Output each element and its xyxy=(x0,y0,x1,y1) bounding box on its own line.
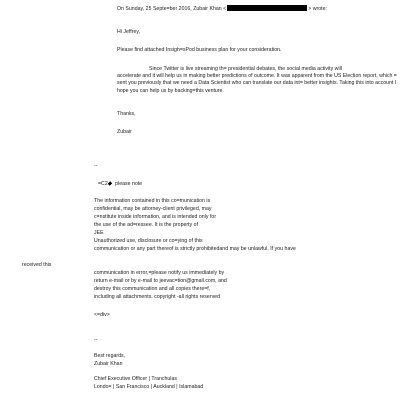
greeting: Hi Jeffrey, xyxy=(117,29,141,35)
signature-name: Zubair Khan xyxy=(94,361,123,367)
signoff-name: Zubair xyxy=(117,129,132,135)
quoted-header xyxy=(117,5,327,13)
replacement-glyph-icon xyxy=(108,181,112,185)
redacted-email-block xyxy=(227,5,307,11)
paragraph-body: accelerate and it will help us in making better predictions of outcome. It was apparent from the US Election report, which = sent you previously that we need a Data Scientist who can translate our data int= better insights. Taking this into account I hope you can help us by backing=this venture. xyxy=(117,73,397,94)
disclaimer-line-2: confidential, may be attorney-client privileged, may xyxy=(94,206,212,212)
disclaimer-line-7: communication or any part thereof is strictly prohibitedand may be unlawful. If you have xyxy=(94,246,296,252)
disclaimer-line-6: Unauthorized use, disclosure or co=ying of this xyxy=(94,238,203,244)
received-line: received this xyxy=(22,262,52,268)
disclaimer2-line-3: destroy this communication and all copies there=f, xyxy=(94,286,211,292)
thanks-line: Thanks, xyxy=(117,111,136,117)
disclaimer2-line-1: communication in error,=please notify us immediately by xyxy=(94,270,225,276)
signature-locations: Londo= | San Francisco | Auckland | Islamabad xyxy=(94,384,204,390)
disclaimer-line-5: JEE xyxy=(94,230,104,236)
disclaimer-line-4: the use of the ad=ressee. It is the property of xyxy=(94,222,199,228)
signature-dashes: -- xyxy=(94,337,98,343)
div-tag: <=div> xyxy=(94,312,110,318)
signature-regards: Best regards, xyxy=(94,353,126,359)
header-prefix: On Sunday, 25 Septe=ber 2016, Zubair Khan < xyxy=(117,6,227,12)
disclaimer-line-1: The information contained in this co=munication is xyxy=(94,198,211,204)
disclaimer2-line-4: including all attachments. copyright -all rights reserved xyxy=(94,294,220,300)
disclaimer-line-3: c=nstitute inside information, and is intended only for xyxy=(94,214,217,220)
note-line xyxy=(98,181,142,188)
signature-title: Chief Executive Officer | Tranchulas xyxy=(94,376,177,382)
header-suffix: > wrote: xyxy=(308,6,327,12)
note-suffix: please note xyxy=(115,181,143,187)
paragraph-first-line: Since Twitter is live streaming th= presidential debates, the social media activity will xyxy=(149,66,342,72)
footer-dashes: -- xyxy=(94,163,98,169)
note-prefix: =C2 xyxy=(98,181,108,187)
disclaimer2-line-2: return e-mail or by e-mail to jeevac=tion@gmail.com, and xyxy=(94,278,227,284)
intro-line: Please find attached Insigh=sPod business plan for your consideration. xyxy=(117,47,282,53)
